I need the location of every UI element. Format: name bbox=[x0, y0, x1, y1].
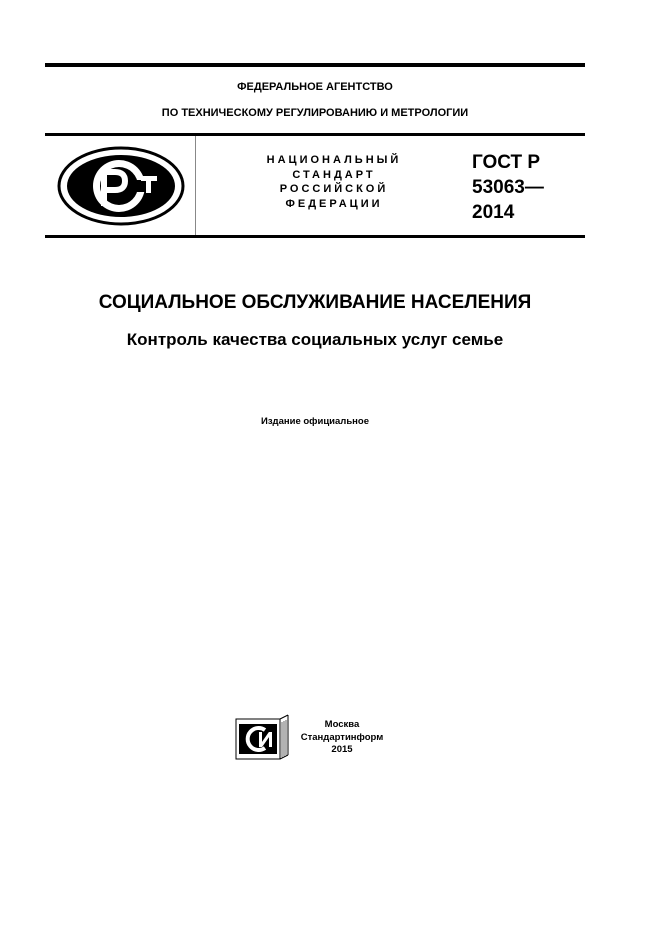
standartinform-logo-icon bbox=[235, 714, 289, 760]
national-line-3: РОССИЙСКОЙ bbox=[279, 183, 389, 195]
national-standard-label bbox=[250, 153, 418, 211]
gost-designation bbox=[472, 150, 544, 225]
standard-block-bottom-rule bbox=[45, 235, 585, 238]
document-title: СОЦИАЛЬНОЕ ОБСЛУЖИВАНИЕ НАСЕЛЕНИЯ bbox=[98, 292, 532, 313]
logo-divider bbox=[195, 136, 196, 236]
document-subtitle: Контроль качества социальных услуг семье bbox=[126, 330, 504, 349]
gost-line-2: 53063— bbox=[472, 177, 544, 198]
rst-certification-logo-icon bbox=[57, 146, 185, 226]
agency-line-2: ПО ТЕХНИЧЕСКОМУ РЕГУЛИРОВАНИЮ И МЕТРОЛОГИИ bbox=[161, 107, 469, 119]
gost-line-1: ГОСТ Р bbox=[472, 152, 541, 173]
gost-line-3: 2014 bbox=[472, 202, 515, 223]
edition-label: Издание официальное bbox=[261, 416, 369, 427]
publisher-imprint bbox=[298, 719, 386, 757]
publisher-year: 2015 bbox=[331, 744, 353, 755]
national-line-1: НАЦИОНАЛЬНЫЙ bbox=[266, 154, 402, 166]
publisher-city: Москва bbox=[324, 719, 360, 730]
top-rule bbox=[45, 63, 585, 67]
national-line-4: ФЕДЕРАЦИИ bbox=[285, 197, 383, 210]
standard-block-top-rule bbox=[45, 133, 585, 136]
national-line-2: СТАНДАРТ bbox=[292, 168, 376, 181]
publisher-name: Стандартинформ bbox=[300, 731, 384, 743]
agency-line-1: ФЕДЕРАЛЬНОЕ АГЕНТСТВО bbox=[237, 81, 393, 93]
